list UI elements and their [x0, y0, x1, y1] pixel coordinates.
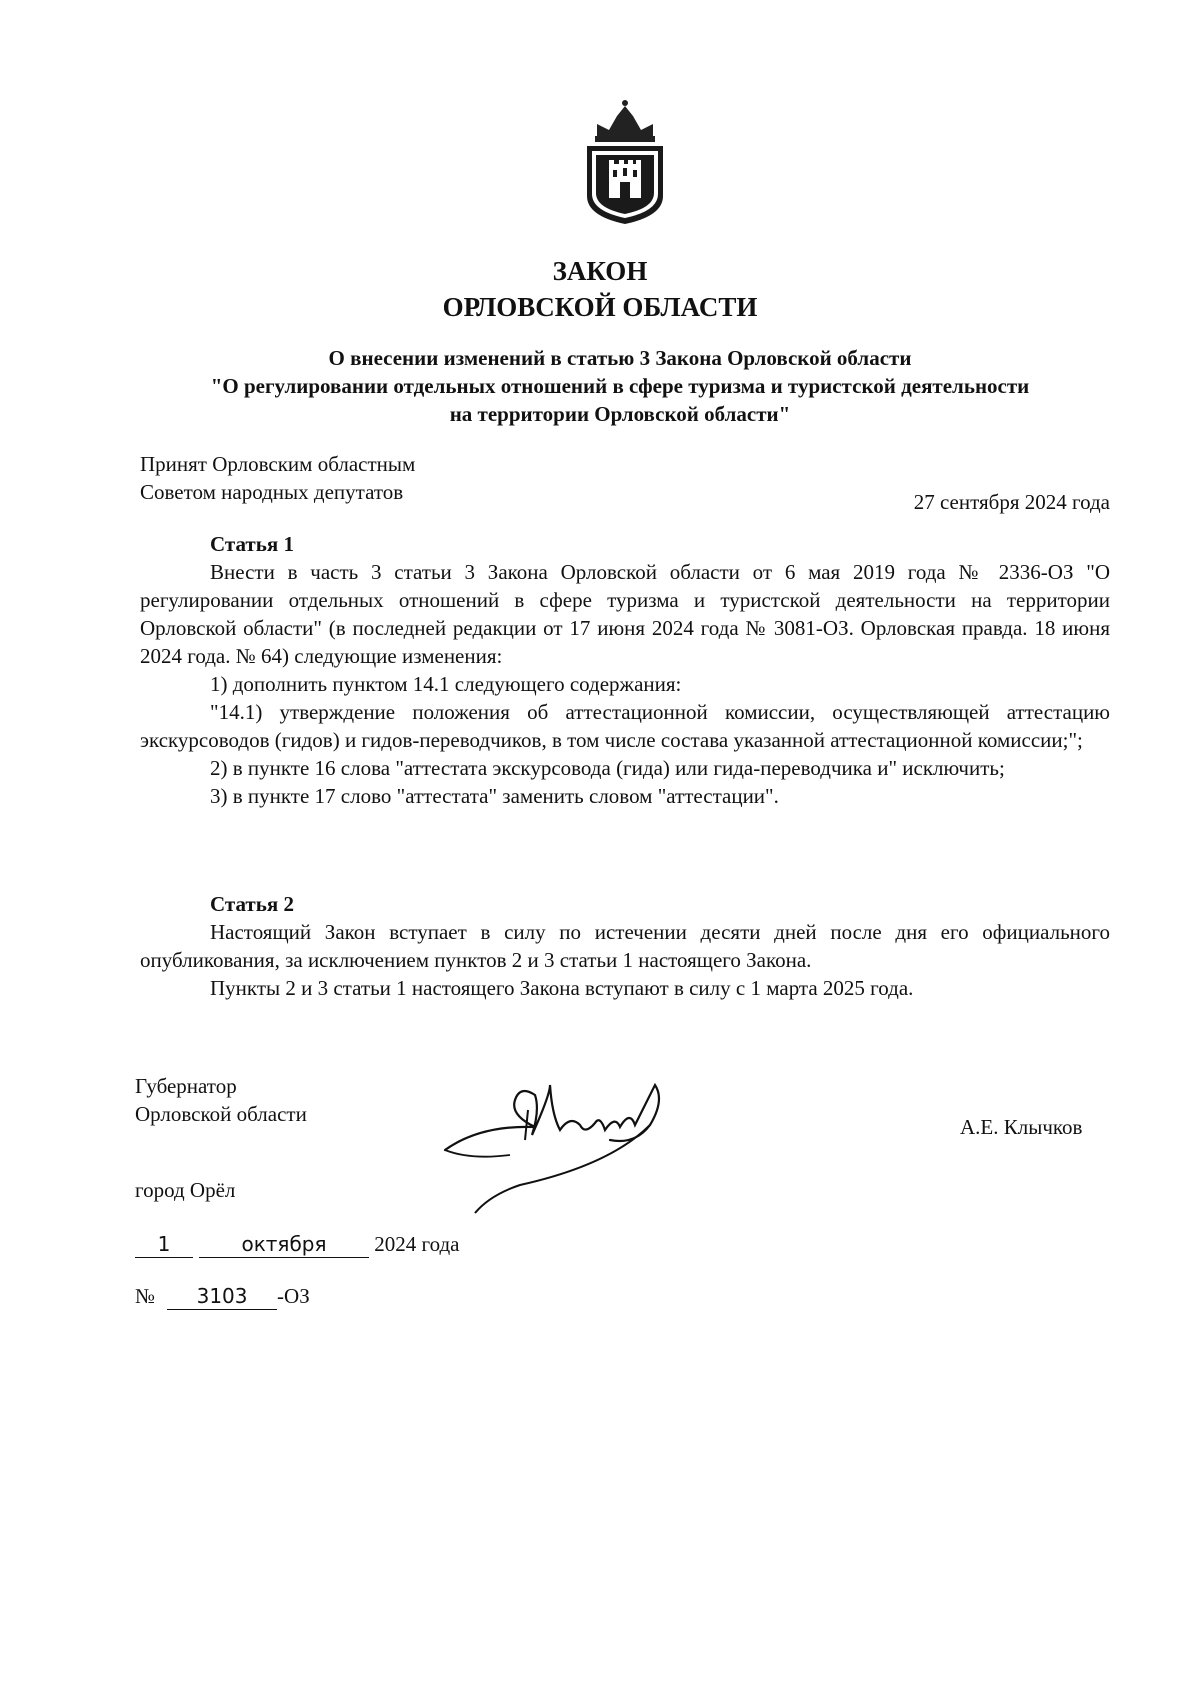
subtitle-line: на территории Орловской области"	[449, 402, 791, 426]
subtitle-line: "О регулировании отдельных отношений в сфере туризма и туристской деятельности	[210, 374, 1030, 398]
article-paragraph: Настоящий Закон вступает в силу по истечении десяти дней после дня его официального опубликования, за исключением пунктов 2 и 3 статьи 1 настоящего Закона.	[140, 920, 1110, 972]
position-line: Губернатор	[135, 1074, 237, 1098]
article-paragraph: 1) дополнить пунктом 14.1 следующего содержания:	[210, 672, 682, 696]
region-title: ОРЛОВСКОЙ ОБЛАСТИ	[442, 292, 758, 322]
adoption-line: Советом народных депутатов	[140, 480, 404, 504]
handwritten-month: октября	[199, 1231, 369, 1258]
signatory-position	[135, 1072, 307, 1128]
adoption-info	[140, 450, 415, 506]
position-line: Орловской области	[135, 1102, 307, 1126]
article-heading: Статья 2	[210, 892, 294, 916]
number-sign: №	[135, 1284, 156, 1308]
subtitle-line: О внесении изменений в статью 3 Закона Орловской области	[328, 346, 912, 370]
law-subject-title	[130, 344, 1110, 428]
handwritten-number: 3103	[167, 1283, 277, 1310]
adoption-date: 27 сентября 2024 года	[913, 490, 1110, 514]
adoption-line: Принят Орловским областным	[140, 452, 416, 476]
number-suffix: -ОЗ	[277, 1284, 310, 1308]
year-text: 2024 года	[374, 1232, 460, 1256]
article-paragraph: 2) в пункте 16 слова "аттестата экскурсовода (гида) или гида-переводчика и" исключить;	[210, 756, 1005, 780]
law-number	[135, 1282, 310, 1310]
signatory-name: А.Е. Клычков	[960, 1115, 1083, 1139]
article-1	[140, 530, 1110, 810]
article-paragraph: Пункты 2 и 3 статьи 1 настоящего Закона вступают в силу с 1 марта 2025 года.	[210, 976, 914, 1000]
coat-of-arms-emblem	[575, 98, 675, 228]
article-paragraph: 3) в пункте 17 слово "аттестата" заменить словом "аттестации".	[210, 784, 779, 808]
signing-date	[135, 1230, 460, 1258]
article-paragraph: "14.1) утверждение положения об аттестационной комиссии, осуществляющей аттестацию экскурсоводов (гидов) и гидов-переводчиков, в том числе состава указанной аттестационной комиссии;";	[140, 700, 1110, 752]
article-paragraph: Внести в часть 3 статьи 3 Закона Орловской области от 6 мая 2019 года № 2336-ОЗ "О регулировании отдельных отношений в сфере туризма и туристской деятельности на территории Орловской области" (в последней редакции от 17 июня 2024 года № 3081-ОЗ. Орловская правда. 18 июня 2024 года. № 64) следующие изменения:	[140, 560, 1110, 668]
handwritten-signature	[440, 1055, 690, 1215]
city-of-signing: город Орёл	[135, 1178, 236, 1202]
article-2	[140, 890, 1110, 1002]
document-type-title: ЗАКОН	[552, 256, 648, 286]
article-heading: Статья 1	[210, 532, 294, 556]
handwritten-day: 1	[135, 1231, 193, 1258]
